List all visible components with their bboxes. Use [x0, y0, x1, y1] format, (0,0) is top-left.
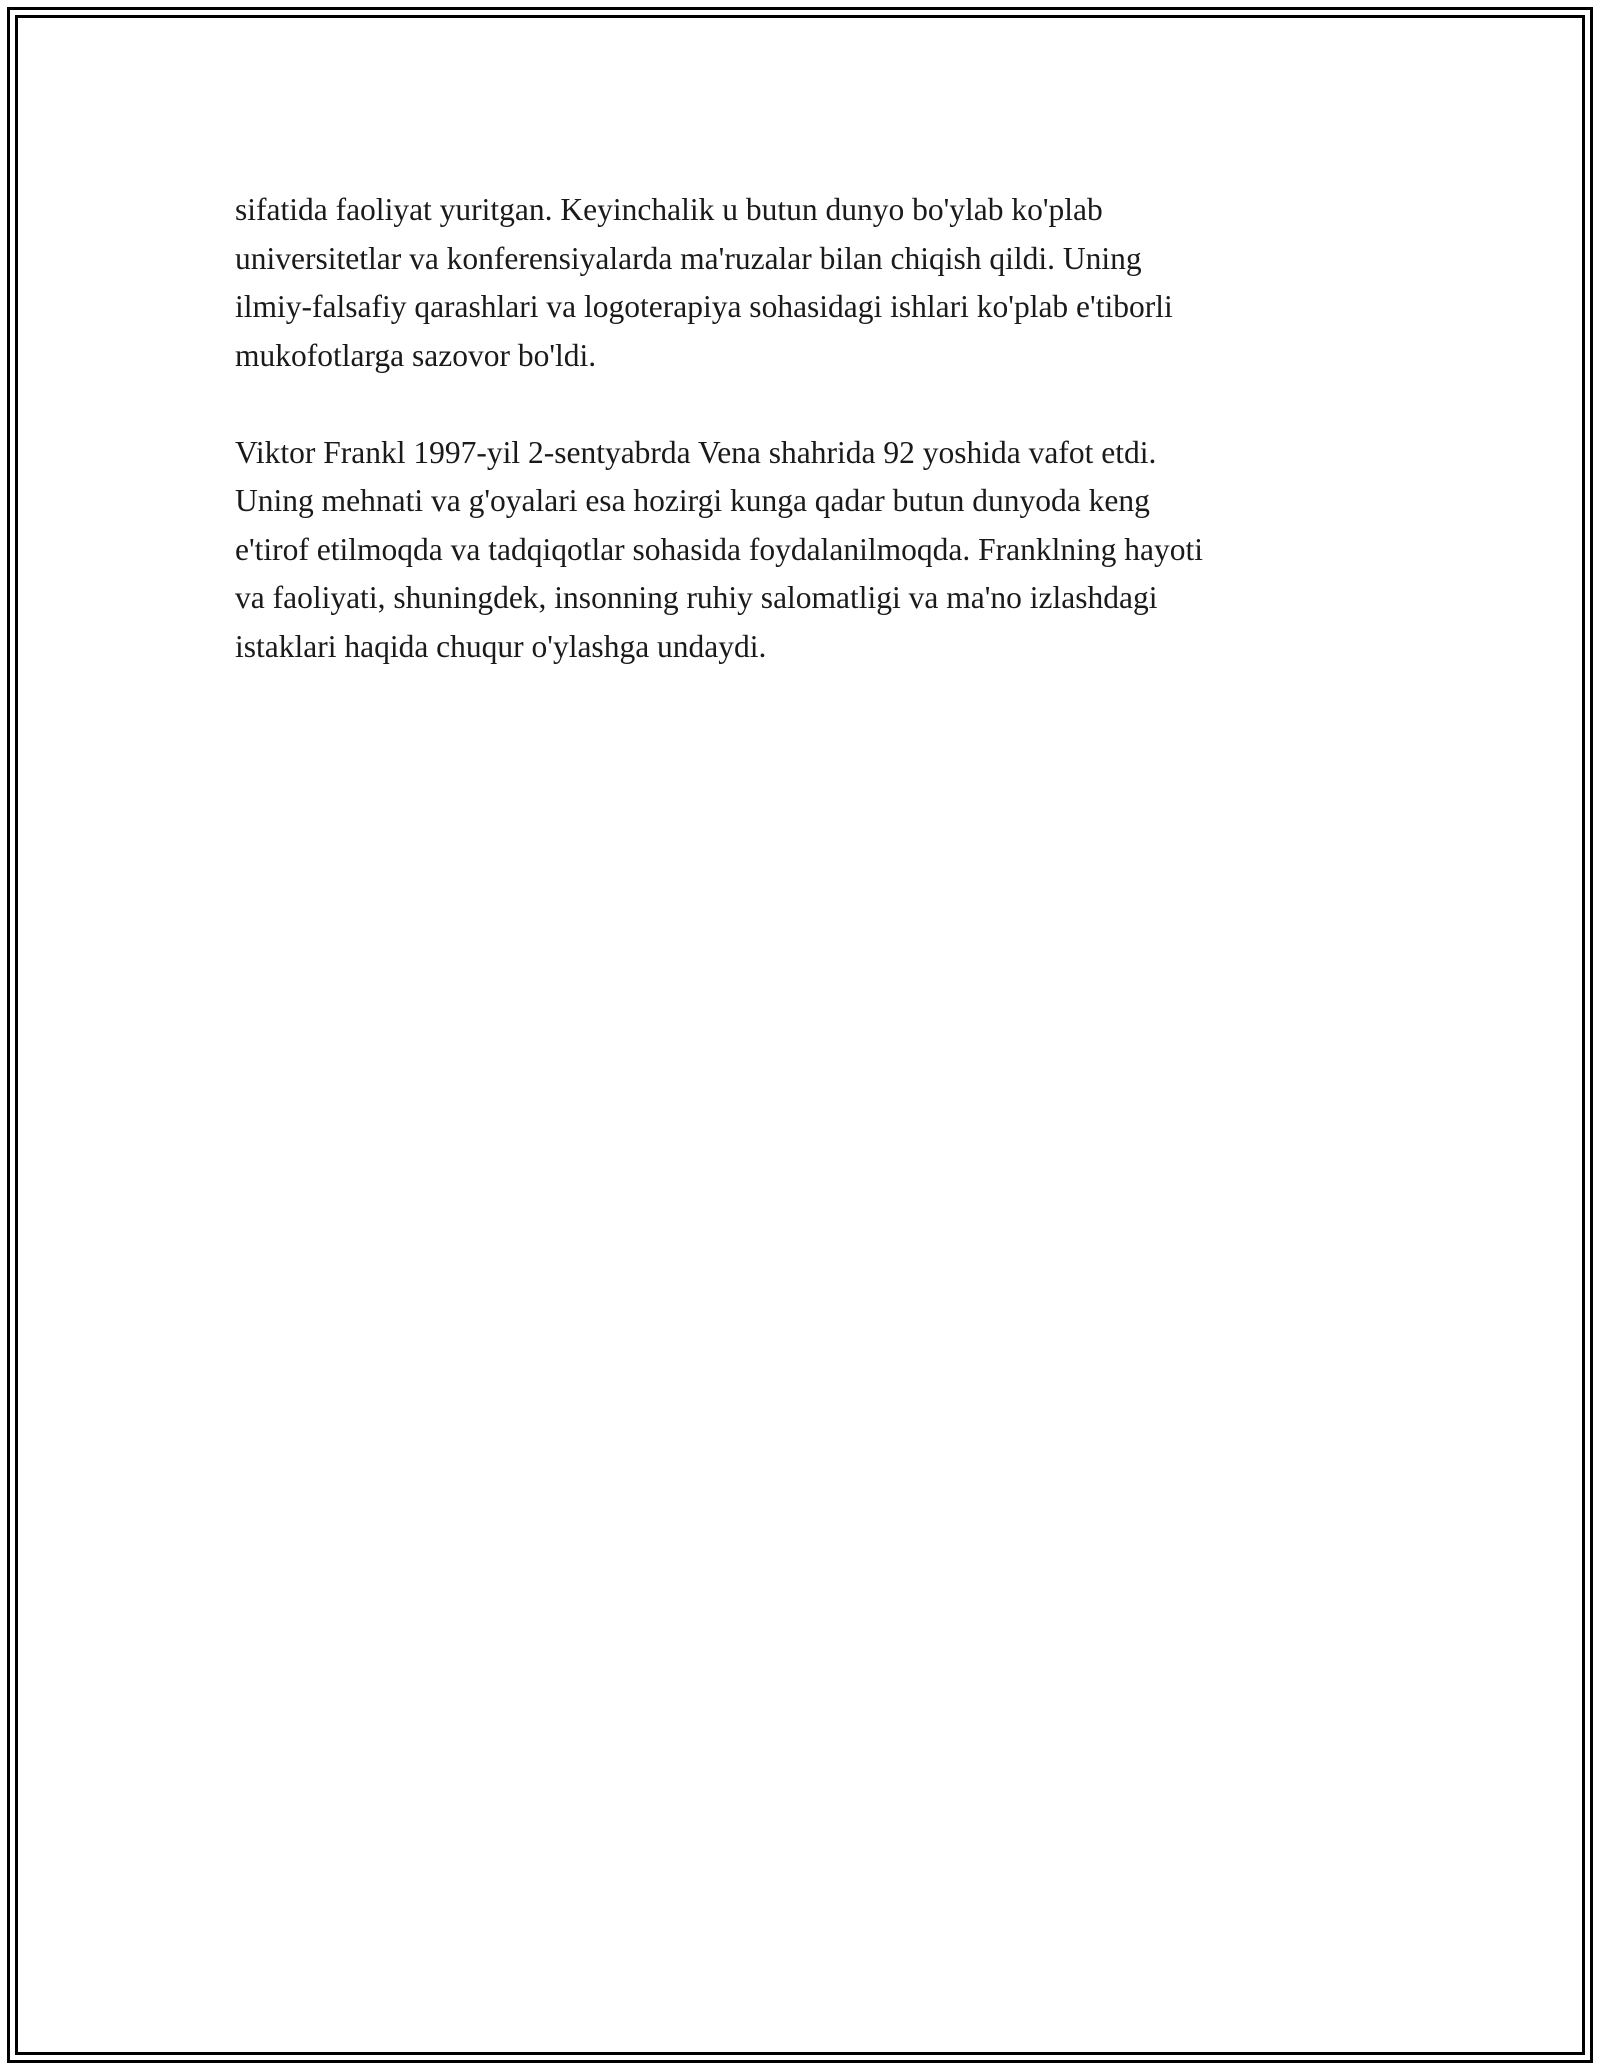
paragraph-line: ilmiy-falsafiy qarashlari va logoterapiya sohasidagi ishlari ko'plab e'tiborli [235, 289, 1173, 324]
paragraph-line: mukofotlarga sazovor bo'ldi. [235, 337, 597, 373]
paragraph-spacer [235, 380, 1375, 429]
paragraph-line: Viktor Frankl 1997-yil 2-sentyabrda Vena shahrida 92 yoshida vafot etdi. [235, 434, 1157, 470]
paragraph-line: universitetlar va konferensiyalarda ma'ruzalar bilan chiqish qildi. Uning [235, 240, 1142, 276]
paragraph-2 [235, 429, 1375, 672]
paragraph-1 [235, 186, 1375, 380]
paragraph-line: Uning mehnati va g'oyalari esa hozirgi kunga qadar butun dunyoda keng [235, 483, 1150, 518]
document-body [235, 186, 1375, 671]
paragraph-line: va faoliyati, shuningdek, insonning ruhiy salomatligi va ma'no izlashdagi [235, 580, 1158, 615]
paragraph-line: sifatida faoliyat yuritgan. Keyinchalik u butun dunyo bo'ylab ko'plab [235, 192, 1103, 227]
paragraph-line: istaklari haqida chuqur o'ylashga undaydi. [235, 628, 767, 664]
paragraph-line: e'tirof etilmoqda va tadqiqotlar sohasida foydalanilmoqda. Franklning hayoti [235, 531, 1203, 567]
